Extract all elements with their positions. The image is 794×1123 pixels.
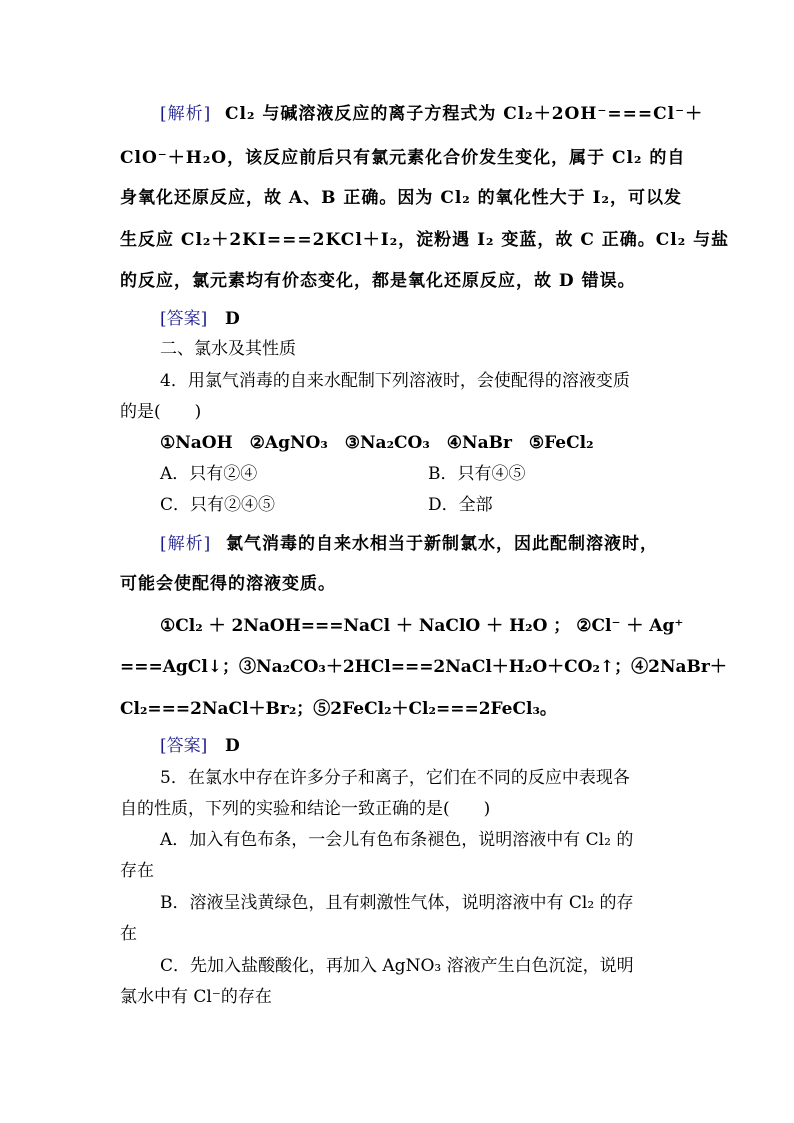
- q4-choice-d: D．全部: [428, 495, 493, 515]
- q4-choice-b: B．只有④⑤: [428, 464, 526, 484]
- q3-analysis-line-5: 的反应，氯元素均有价态变化，都是氧化还原反应，故 D 错误。: [120, 271, 636, 291]
- analysis-text: 氯气消毒的自来水相当于新制氯水，因此配制溶液时，: [226, 534, 658, 554]
- q4-options-list: ①NaOH ②AgNO₃ ③Na₂CO₃ ④NaBr ⑤FeCl₂: [160, 433, 594, 453]
- answer-value: D: [225, 736, 240, 756]
- answer-value: D: [225, 309, 240, 329]
- q5-option-b-line-2: 在: [120, 924, 137, 944]
- q4-equation-line-3: Cl₂===2NaCl＋Br₂；⑤2FeCl₂＋Cl₂===2FeCl₃。: [120, 699, 557, 719]
- analysis-tag: [解析]: [160, 104, 212, 124]
- q5-option-c-line-2: 氯水中有 Cl⁻的存在: [120, 987, 272, 1007]
- q3-analysis-line-3: 身氧化还原反应，故 A、B 正确。因为 Cl₂ 的氧化性大于 I₂，可以发: [120, 188, 682, 208]
- q4-choice-a: A．只有②④: [160, 464, 258, 484]
- q5-option-b-line-1: B．溶液呈浅黄绿色，且有刺激性气体，说明溶液中有 Cl₂ 的存: [160, 893, 634, 913]
- q5-stem-line-2: 自的性质，下列的实验和结论一致正确的是( ): [120, 799, 491, 819]
- q5-option-c-line-1: C．先加入盐酸酸化，再加入 AgNO₃ 溶液产生白色沉淀，说明: [160, 956, 634, 976]
- q4-stem-line-1: 4．用氯气消毒的自来水配制下列溶液时，会使配得的溶液变质: [160, 371, 630, 391]
- analysis-tag: [解析]: [160, 534, 212, 554]
- q4-equation-line-2: ===AgCl↓；③Na₂CO₃＋2HCl===2NaCl＋H₂O＋CO₂↑；④2NaBr＋: [120, 657, 727, 677]
- q5-option-a-line-1: A．加入有色布条，一会儿有色布条褪色，说明溶液中有 Cl₂ 的: [160, 830, 634, 850]
- q5-option-a-line-2: 存在: [120, 861, 154, 881]
- answer-tag: [答案]: [160, 309, 208, 329]
- q4-stem-line-2: 的是( ): [120, 402, 202, 422]
- q3-analysis-line-4: 生反应 Cl₂＋2KI===2KCl＋I₂，淀粉遇 I₂ 变蓝，故 C 正确。Cl₂ 与盐: [120, 230, 730, 250]
- answer-tag: [答案]: [160, 736, 208, 756]
- q5-stem-line-1: 5．在氯水中存在许多分子和离子，它们在不同的反应中表现各: [160, 768, 630, 788]
- q4-equation-line-1: ①Cl₂ ＋ 2NaOH===NaCl ＋ NaClO ＋ H₂O ； ②Cl⁻ ＋ Ag⁺: [160, 616, 684, 636]
- section-title: 二、氯水及其性质: [160, 339, 296, 359]
- q4-choice-c: C．只有②④⑤: [160, 495, 276, 515]
- q4-analysis-line-2: 可能会使配得的溶液变质。: [120, 574, 336, 594]
- q3-analysis-line-2: ClO⁻＋H₂O，该反应前后只有氯元素化合价发生变化，属于 Cl₂ 的自: [120, 148, 686, 168]
- analysis-text: Cl₂ 与碱溶液反应的离子方程式为 Cl₂＋2OH⁻===Cl⁻＋: [225, 104, 704, 124]
